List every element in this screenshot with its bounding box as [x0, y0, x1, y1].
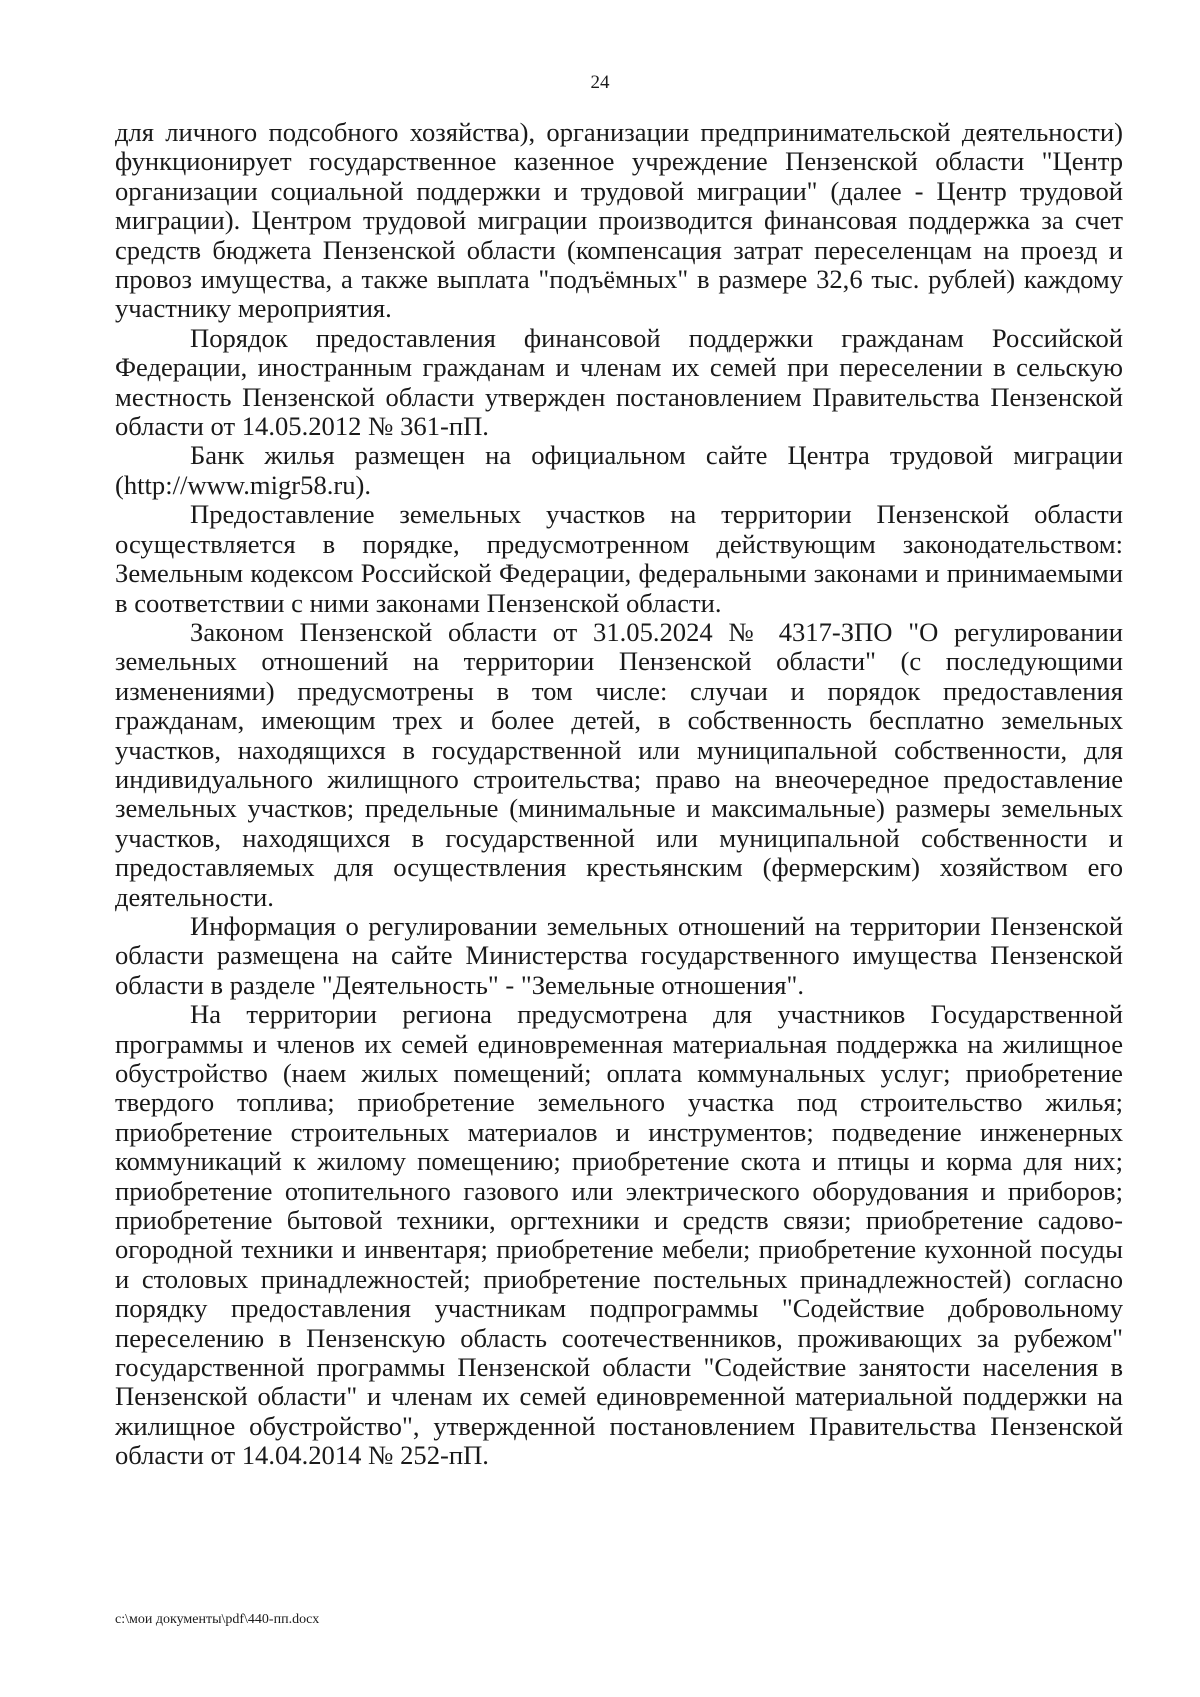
paragraph-material-support: На территории региона предусмотрена для участников Государственной программы и членов их семей единовременная материальная поддержка на жилищное обустройство (наем жилых помещений; оплата коммунальных услуг; приобретение твердого топлива; приобретение земельного участка под строительство жилья; приобретение строительных материалов и инструментов; подведение инженерных коммуникаций к жилому помещению; приобретение скота и птицы и корма для них; приобретение отопительного газового или электрического оборудования и приборов; приобретение бытовой техники, оргтехники и средств связи; приобретение садово-огородной техники и инвентаря; приобретение мебели; приобретение кухонной посуды и столовых принадлежностей; приобретение постельных принадлежностей) согласно порядку предоставления участникам подпрограммы "Содействие добровольному переселению в Пензенскую область соотечественников, проживающих за рубежом" государственной программы Пензенской области "Содействие занятости населения в Пензенской области" и членам их семей единовременной материальной поддержки на жилищное обустройство", утвержденной постановлением Правительства Пензенской области от 14.04.2014 № 252-пП. — [115, 999, 1123, 1471]
document-body — [115, 118, 1123, 1471]
paragraph-land-provision: Предоставление земельных участков на территории Пензенской области осуществляется в порядке, предусмотренном действующим законодательством: Земельным кодексом Российской Федерации, федеральными законами и принимаемыми в соответствии с ними законами Пензенской области. — [115, 499, 1123, 618]
paragraph-land-info: Информация о регулировании земельных отношений на территории Пензенской области размещена на сайте Министерства государственного имущества Пензенской области в разделе "Деятельность" - "Земельные отношения". — [115, 910, 1123, 1000]
page-number: 24 — [590, 72, 610, 93]
paragraph-housing-bank: Банк жилья размещен на официальном сайте Центра трудовой миграции (http://www.migr58.ru). — [115, 440, 1123, 500]
paragraph-land-law: Законом Пензенской области от 31.05.2024 № 4317-ЗПО "О регулировании земельных отношений на территории Пензенской области" (с последующими изменениями) предусмотрены в том числе: случаи и порядок предоставления гражданам, имеющим трех и более детей, в собственность бесплатно земельных участков, находящихся в государственной или муниципальной собственности, для индивидуального жилищного строительства; право на внеочередное предоставление земельных участков; предельные (минимальные и максимальные) размеры земельных участков, находящихся в государственной или муниципальной собственности и предоставляемых для осуществления крестьянским (фермерским) хозяйством его деятельности. — [115, 616, 1123, 912]
paragraph-support-procedure: Порядок предоставления финансовой поддержки гражданам Российской Федерации, иностранным гражданам и членам их семей при переселении в сельскую местность Пензенской области утвержден постановлением Правительства Пензенской области от 14.05.2012 № 361-пП. — [115, 322, 1123, 442]
paragraph-financial-support: для личного подсобного хозяйства), организации предпринимательской деятельности) функционирует государственное казенное учреждение Пензенской области "Центр организации социальной поддержки и трудовой миграции" (далее - Центр трудовой миграции). Центром трудовой миграции производится финансовая поддержка за счет средств бюджета Пензенской области (компенсация затрат переселенцам на проезд и провоз имущества, а также выплата "подъёмных" в размере 32,6 тыс. рублей) каждому участнику мероприятия. — [115, 117, 1123, 324]
footer-file-path: c:\мои документы\pdf\440-пп.docx — [115, 1612, 320, 1627]
